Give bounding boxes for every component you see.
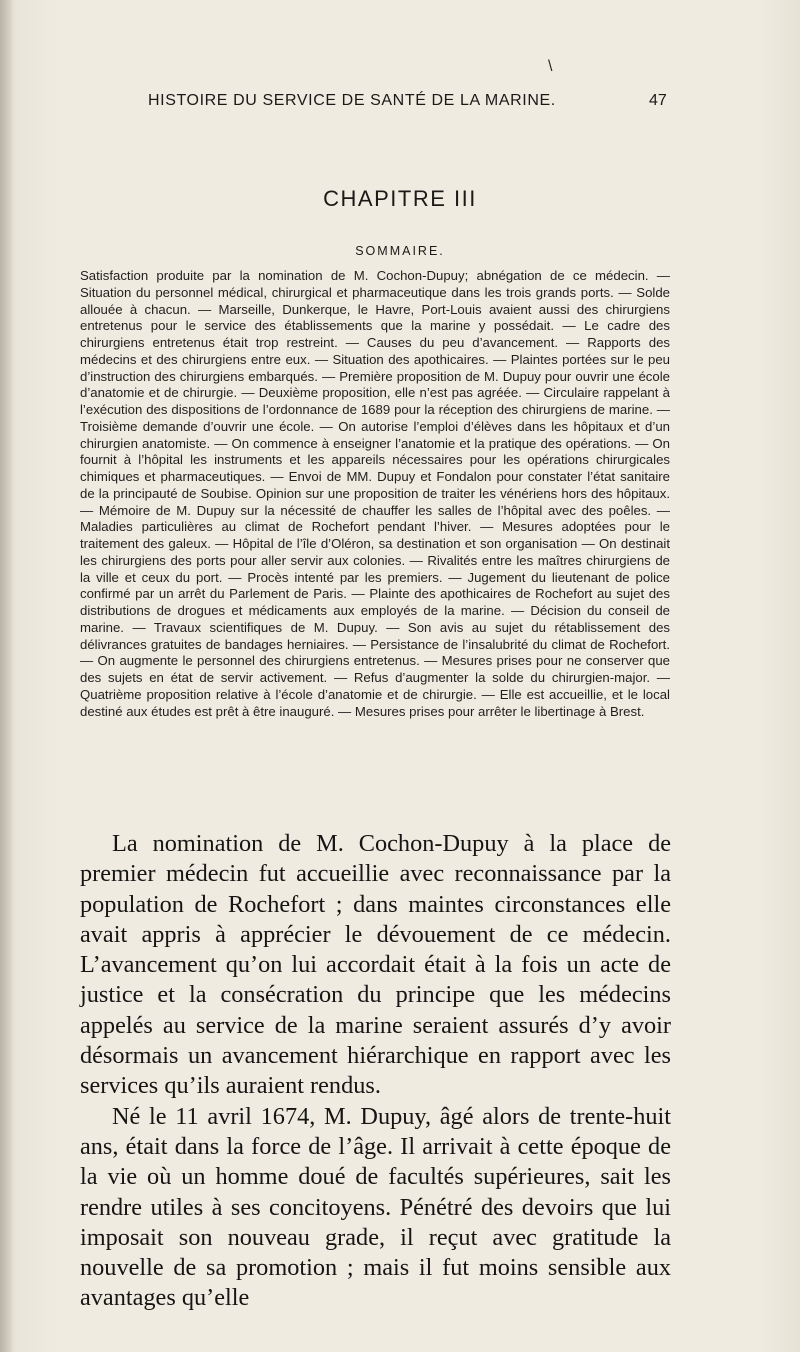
sommaire-text: Satisfaction produite par la nomination de M. Cochon-Dupuy; abnégation de ce médecin. — Situation du personnel médical, chirurgical et pharmaceutique dans les trois grands ports. — Solde allouée à chacun. — Marseille, Dunkerque, le Havre, Port-Louis avaient aussi des chirurgiens entretenus pour le service des établissements que la marine y possédait. — Le cadre des chirurgiens entretenus était trop restreint. — Causes du peu d’avancement. — Rapports des médecins et des chirurgiens entre eux. — Situation des apothicaires. — Plaintes portées sur le peu d’instruction des chirurgiens embarqués. — Première proposition de M. Dupuy pour ouvrir une école d’anatomie et de chirurgie. — Deuxième proposition, elle n’est pas agréée. — Circulaire rappelant à l’exécution des dispositions de l’ordonnance de 1689 pour la réception des chirurgiens de marine. — Troisième demande d’ouvrir une école. — On autorise l’emploi d’élèves dans les hôpitaux et d’un chirurgien anatomiste. — On commence à enseigner l’anatomie et la pratique des opérations. — On fournit à l’hôpital les instruments et les appareils nécessaires pour les opérations chirurgicales chimiques et pharmaceutiques. — Envoi de MM. Dupuy et Fondalon pour constater l’état sanitaire de la principauté de Soubise. Opinion sur une proposition de traiter les vénériens hors des hôpitaux. — Mémoire de M. Dupuy sur la nécessité de chauffer les salles de l’hôpital avec des poêles. — Maladies particulières au climat de Rochefort pendant l’hiver. — Mesures adoptées pour le traitement des galeux. — Hôpital de l’île d’Oléron, sa destination et son organisation — On destinait les chirurgiens des ports pour aller servir aux colonies. — Rivalités entre les maîtres chirurgiens de la ville et ceux du port. — Procès intenté par les premiers. — Jugement du lieutenant de police confirmé par un arrêt du Parlement de Paris. — Plainte des apothicaires de Rochefort au sujet des distributions de drogues et médicaments aux employés de la marine. — Décision du conseil de marine. — Travaux scientifiques de M. Dupuy. — Son avis au sujet du rétablissement des délivrances gratuites de bandages herniaires. — Persistance de l’insalubrité du climat de Rochefort. — On augmente le personnel des chirurgiens entretenus. — Mesures prises pour ne conserver que des sujets en état de servir activement. — Refus d’augmenter la solde du chirurgien-major. — Quatrième proposition relative à l’école d’anatomie et de chirurgie. — Elle est accueillie, et le local destiné aux études est prêt à être inauguré. — Mesures prises pour arrêter le libertinage à Brest. [80,268,670,719]
chapter-title: CHAPITRE III [323,186,477,211]
sommaire-heading: SOMMAIRE. [355,244,445,258]
body-text [80,829,671,1314]
page-number: 47 [649,92,667,109]
body-paragraph-1: La nomination de M. Cochon-Dupuy à la place de premier médecin fut accueillie avec reconnaissance par la population de Rochefort ; dans maintes circonstances elle avait appris à apprécier le dévouement de ce médecin. L’avancement qu’on lui accordait était à la fois un acte de justice et la consécration du principe que les médecins appelés au service de la marine seraient assurés d’y avoir désormais un avancement hiérarchique en rapport avec les services qu’ils auraient rendus. [80,830,671,1100]
sommaire-block [80,268,670,720]
body-paragraph-2: Né le 11 avril 1674, M. Dupuy, âgé alors de trente-huit ans, était dans la force de l’âge. Il arrivait à cette époque de la vie où un homme doué de facultés supérieures, sait les rendre utiles à ses concitoyens. Pénétré des devoirs que lui imposait son nouveau grade, il reçut avec gratitude la nouvelle de sa promotion ; mais il fut moins sensible aux avantages qu’elle [80,1102,671,1312]
running-head: HISTOIRE DU SERVICE DE SANTÉ DE LA MARINE. [148,92,556,109]
corner-mark: \ [548,58,553,75]
